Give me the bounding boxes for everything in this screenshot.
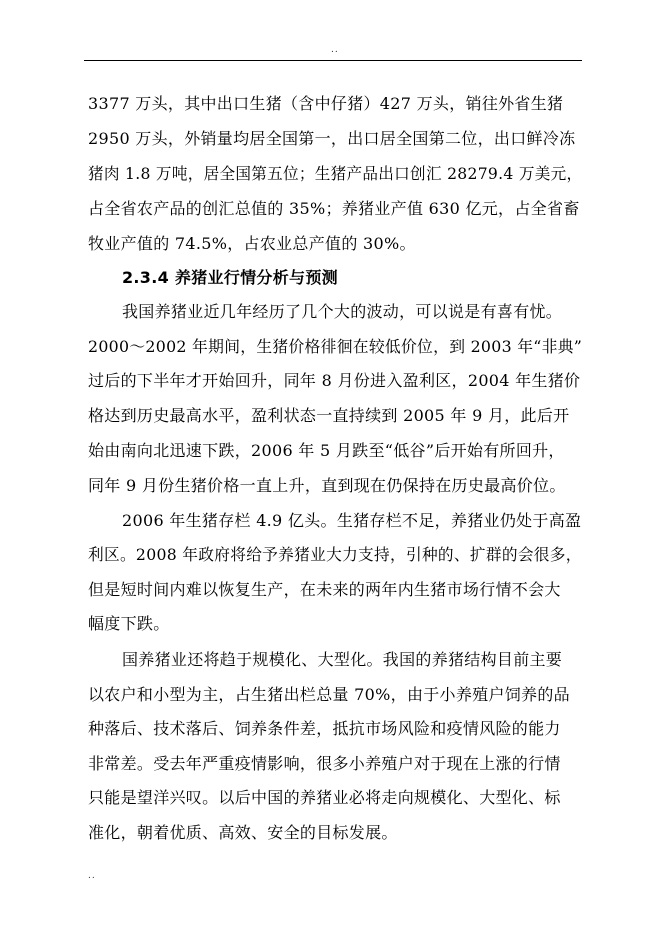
paragraph-4-line: 准化，朝着优质、高效、安全的目标发展。 [88, 823, 398, 842]
paragraph-2-line: 我国养猪业近几年经历了几个大的波动，可以说是有喜有忧。 [122, 302, 563, 321]
paragraph-3-line: 但是短时间内难以恢复生产，在未来的两年内生猪市场行情不会大 [88, 580, 561, 599]
paragraph-4-line: 只能是望洋兴叹。以后中国的养猪业必将走向规模化、大型化、标 [88, 788, 561, 807]
paragraph-3-line: 幅度下跌。 [88, 614, 170, 633]
paragraph-1-line: 3377 万头，其中出口生猪（含中仔猪）427 万头，销往外省生猪 [88, 94, 564, 113]
section-heading: 2.3.4 养猪业行情分析与预测 [122, 268, 338, 287]
paragraph-2-line: 格达到历史最高水平，盈利状态一直持续到 2005 年 9 月，此后开 [88, 406, 570, 425]
paragraph-4-line: 非常差。受去年严重疫情影响，很多小养殖户对于现在上涨的行情 [88, 754, 561, 773]
paragraph-4-line: 以农户和小型为主，占生猪出栏总量 70%，由于小养殖户饲养的品 [88, 685, 570, 704]
paragraph-3-line: 利区。2008 年政府将给予养猪业大力支持，引种的、扩群的会很多， [88, 545, 582, 564]
footer-mark: .. [88, 871, 96, 881]
paragraph-1-line: 2950 万头，外销量均居全国第一，出口居全国第二位，出口鲜冷冻 [88, 129, 576, 148]
paragraph-1-line: 牧业产值的 74.5%，占农业总产值的 30%。 [88, 234, 416, 253]
paragraph-3-line: 2006 年生猪存栏 4.9 亿头。生猪存栏不足，养猪业仍处于高盈 [122, 511, 582, 530]
paragraph-4-line: 种落后、技术落后、饲养条件差，抵抗市场风险和疫情风险的能力 [88, 719, 561, 738]
header-rule [84, 60, 582, 61]
paragraph-4-line: 国养猪业还将趋于规模化、大型化。我国的养猪结构目前主要 [122, 650, 563, 669]
paragraph-1-line: 猪肉 1.8 万吨，居全国第五位；生猪产品出口创汇 28279.4 万美元， [88, 164, 583, 183]
header-mark: .. [331, 45, 339, 55]
paragraph-2-line: 2000～2002 年期间，生猪价格徘徊在较低价位，到 2003 年“非典” [88, 337, 583, 356]
paragraph-1-line: 占全省农产品的创汇总值的 35%；养猪业产值 630 亿元，占全省畜 [88, 199, 580, 218]
paragraph-2-line: 同年 9 月份生猪价格一直上升，直到现在仍保持在历史最高价位。 [88, 476, 566, 495]
paragraph-2-line: 过后的下半年才开始回升，同年 8 月份进入盈利区，2004 年生猪价 [88, 371, 581, 390]
paragraph-2-line: 始由南向北迅速下跌，2006 年 5 月跌至“低谷”后开始有所回升， [88, 441, 565, 460]
